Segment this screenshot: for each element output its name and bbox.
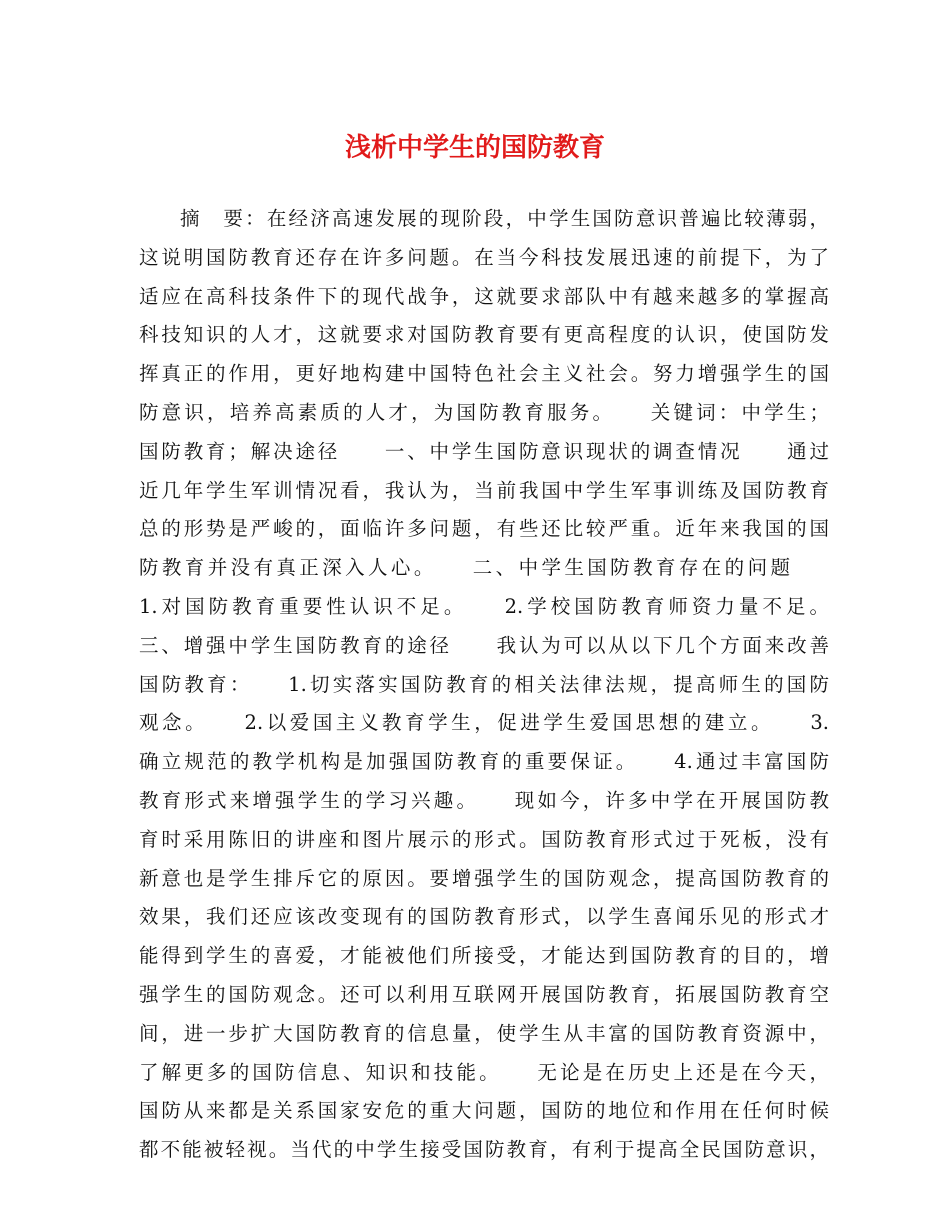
paragraph-line: 这说明国防教育还存在许多问题。在当今科技发展迅速的前提下，为了: [139, 245, 829, 269]
document-title: 浅析中学生的国防教育: [344, 133, 605, 163]
paragraph-line: 适应在高科技条件下的现代战争，这就要求部队中有越来越多的掌握高: [139, 284, 829, 308]
paragraph-line: 观念。 2.以爱国主义教育学生，促进学生爱国思想的建立。 3.: [139, 711, 829, 735]
document-body: [139, 200, 829, 1170]
paragraph-line: 防教育并没有真正深入人心。 二、中学生国防教育存在的问题: [139, 556, 829, 580]
paragraph-line: 强学生的国防观念。还可以利用互联网开展国防教育，拓展国防教育空: [139, 982, 829, 1006]
paragraph-line: 确立规范的教学机构是加强国防教育的重要保证。 4.通过丰富国防: [139, 750, 829, 774]
paragraph-line: 了解更多的国防信息、知识和技能。 无论是在历史上还是在今天，: [139, 1060, 829, 1084]
paragraph-line: 教育形式来增强学生的学习兴趣。 现如今，许多中学在开展国防教: [139, 788, 829, 812]
paragraph-line: 三、增强中学生国防教育的途径 我认为可以从以下几个方面来改善: [139, 633, 829, 657]
paragraph-line: 间，进一步扩大国防教育的信息量，使学生从丰富的国防教育资源中，: [139, 1021, 829, 1045]
paragraph-line: 国防从来都是关系国家安危的重大问题，国防的地位和作用在任何时候: [139, 1099, 829, 1123]
paragraph-line: 防意识，培养高素质的人才，为国防教育服务。 关键词：中学生；: [139, 400, 829, 424]
paragraph-line: 新意也是学生排斥它的原因。要增强学生的国防观念，提高国防教育的: [139, 866, 829, 890]
paragraph-line: 育时采用陈旧的讲座和图片展示的形式。国防教育形式过于死板，没有: [139, 827, 829, 851]
paragraph-line: 效果，我们还应该改变现有的国防教育形式，以学生喜闻乐见的形式才: [139, 905, 829, 929]
paragraph-line: 1.对国防教育重要性认识不足。 2.学校国防教育师资力量不足。: [139, 594, 829, 618]
paragraph-line: 国防教育： 1.切实落实国防教育的相关法律法规，提高师生的国防: [139, 672, 829, 696]
paragraph-line: 能得到学生的喜爱，才能被他们所接受，才能达到国防教育的目的，增: [139, 944, 829, 968]
paragraph-line: 摘 要：在经济高速发展的现阶段，中学生国防意识普遍比较薄弱，: [180, 207, 829, 230]
paragraph-line: 近几年学生军训情况看，我认为，当前我国中学生军事训练及国防教育: [139, 478, 829, 502]
paragraph-line: 挥真正的作用，更好地构建中国特色社会主义社会。努力增强学生的国: [139, 362, 829, 386]
paragraph-line: 国防教育；解决途径 一、中学生国防意识现状的调查情况 通过: [139, 439, 829, 463]
paragraph-line: 科技知识的人才，这就要求对国防教育要有更高程度的认识，使国防发: [139, 323, 829, 347]
paragraph-line: 都不能被轻视。当代的中学生接受国防教育，有利于提高全民国防意识，: [139, 1138, 829, 1162]
paragraph-line: 总的形势是严峻的，面临许多问题，有些还比较严重。近年来我国的国: [139, 517, 829, 541]
